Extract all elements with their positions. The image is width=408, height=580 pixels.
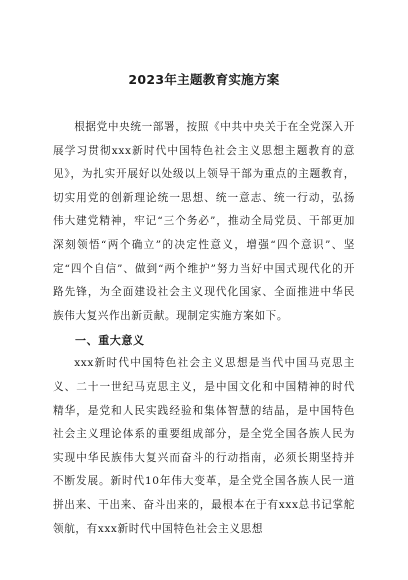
intro-paragraph: 根据党中央统一部署，按照《中共中央关于在全党深入开展学习贯彻xxx新时代中国特色社会主义思想主题教育的意见》，为扎实开展好以处级以上领导干部为重点的主题教育，切实用党的创新理论统一思想、统一意志、统一行动，弘扬伟大建党精神，牢记“三个务必”，推动全局党员、干部更加深刻领悟“两个确立”的决定性意义，增强“四个意识”、坚定“四个自信”、做到“两个维护”努力当好中国式现代化的开路先锋，为全面建设社会主义现代化国家、全面推进中华民族伟大复兴作出新贡献。现制定实施方案如下。 (53, 121, 355, 322)
section-heading-significance: 一、重大意义 (75, 334, 145, 348)
document-title: 2023年主题教育实施方案 (128, 72, 280, 87)
section-body-significance: xxx新时代中国特色社会主义思想是当代中国马克思主义、二十一世纪马克思主义，是中国文化和中国精神的时代精华，是党和人民实践经验和集体智慧的结晶，是中国特色社会主义理论体系的重要组成部分，是全党全国各族人民为实现中华民族伟大复兴而奋斗的行动指南，必须长期坚持并不断发展。新时代10年伟大变革，是全党全国各族人民一道拼出来、干出来、奋斗出来的，最根本在于有xxx总书记掌舵领航，有xxx新时代中国特色社会主义思想 (53, 357, 355, 535)
